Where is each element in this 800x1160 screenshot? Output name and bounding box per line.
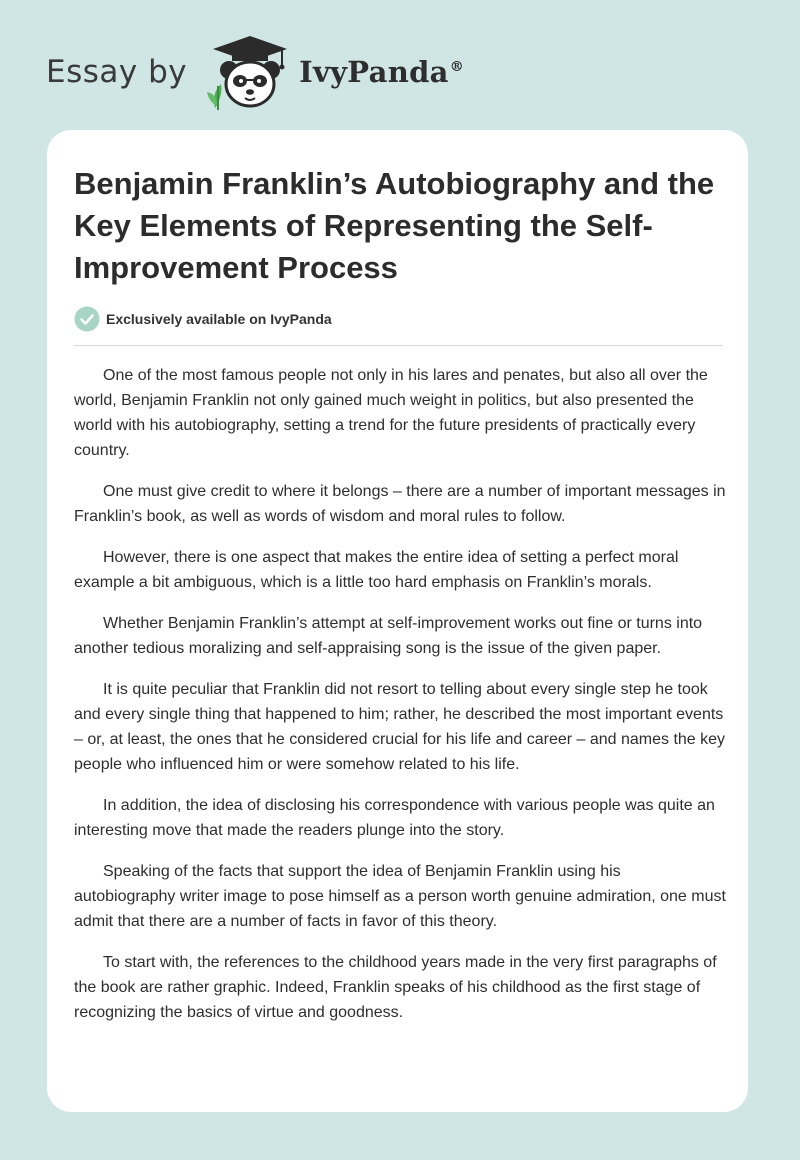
- paragraph: In addition, the idea of disclosing his correspondence with various people was quite an interesting move that made the readers plunge into the story.: [74, 797, 715, 839]
- check-circle-icon: [74, 306, 100, 332]
- paragraph: It is quite peculiar that Franklin did not resort to telling about every single step he took and every single thing that happened to him; rather, he described the most important events – or, at least, the ones that he considered crucial for his life and career – and names the key people who influenced him or were somehow related to his life.: [74, 681, 726, 773]
- registered-mark: ®: [449, 59, 465, 76]
- paragraph: However, there is one aspect that makes the entire idea of setting a perfect moral example a bit ambiguous, which is a little too hard emphasis on Franklin’s morals.: [74, 549, 679, 591]
- essay-card: [47, 130, 748, 1112]
- exclusive-badge-label: Exclusively available on IvyPanda: [106, 311, 332, 327]
- page-title: Benjamin Franklin’s Autobiography and the Key Elements of Representing the Self-Improvement Process: [74, 166, 715, 285]
- essay-by-label: Essay by: [46, 54, 188, 90]
- site-header: [46, 32, 464, 112]
- paragraph: One of the most famous people not only in his lares and penates, but also all over the world, Benjamin Franklin not only gained much weight in politics, but also presented the world with his autobiography, setting a trend for the future presidents of practically every country.: [74, 367, 708, 459]
- essay-body: [74, 363, 726, 1041]
- exclusive-badge: [74, 306, 332, 332]
- divider: [74, 345, 723, 346]
- brand-name[interactable]: IvyPanda®: [299, 55, 465, 89]
- panda-graduate-logo-icon[interactable]: [205, 32, 295, 112]
- paragraph: To start with, the references to the childhood years made in the very first paragraphs of the book are rather graphic. Indeed, Franklin speaks of his childhood as the first stage of recognizing the basics of virtue and goodness.: [74, 954, 717, 1021]
- paragraph: Speaking of the facts that support the idea of Benjamin Franklin using his autobiography writer image to pose himself as a person worth genuine admiration, one must admit that there are a number of facts in favor of this theory.: [74, 863, 726, 930]
- paragraph: One must give credit to where it belongs – there are a number of important messages in Franklin’s book, as well as words of wisdom and moral rules to follow.: [74, 483, 726, 525]
- paragraph: Whether Benjamin Franklin’s attempt at self-improvement works out fine or turns into another tedious moralizing and self-appraising song is the issue of the given paper.: [74, 615, 703, 657]
